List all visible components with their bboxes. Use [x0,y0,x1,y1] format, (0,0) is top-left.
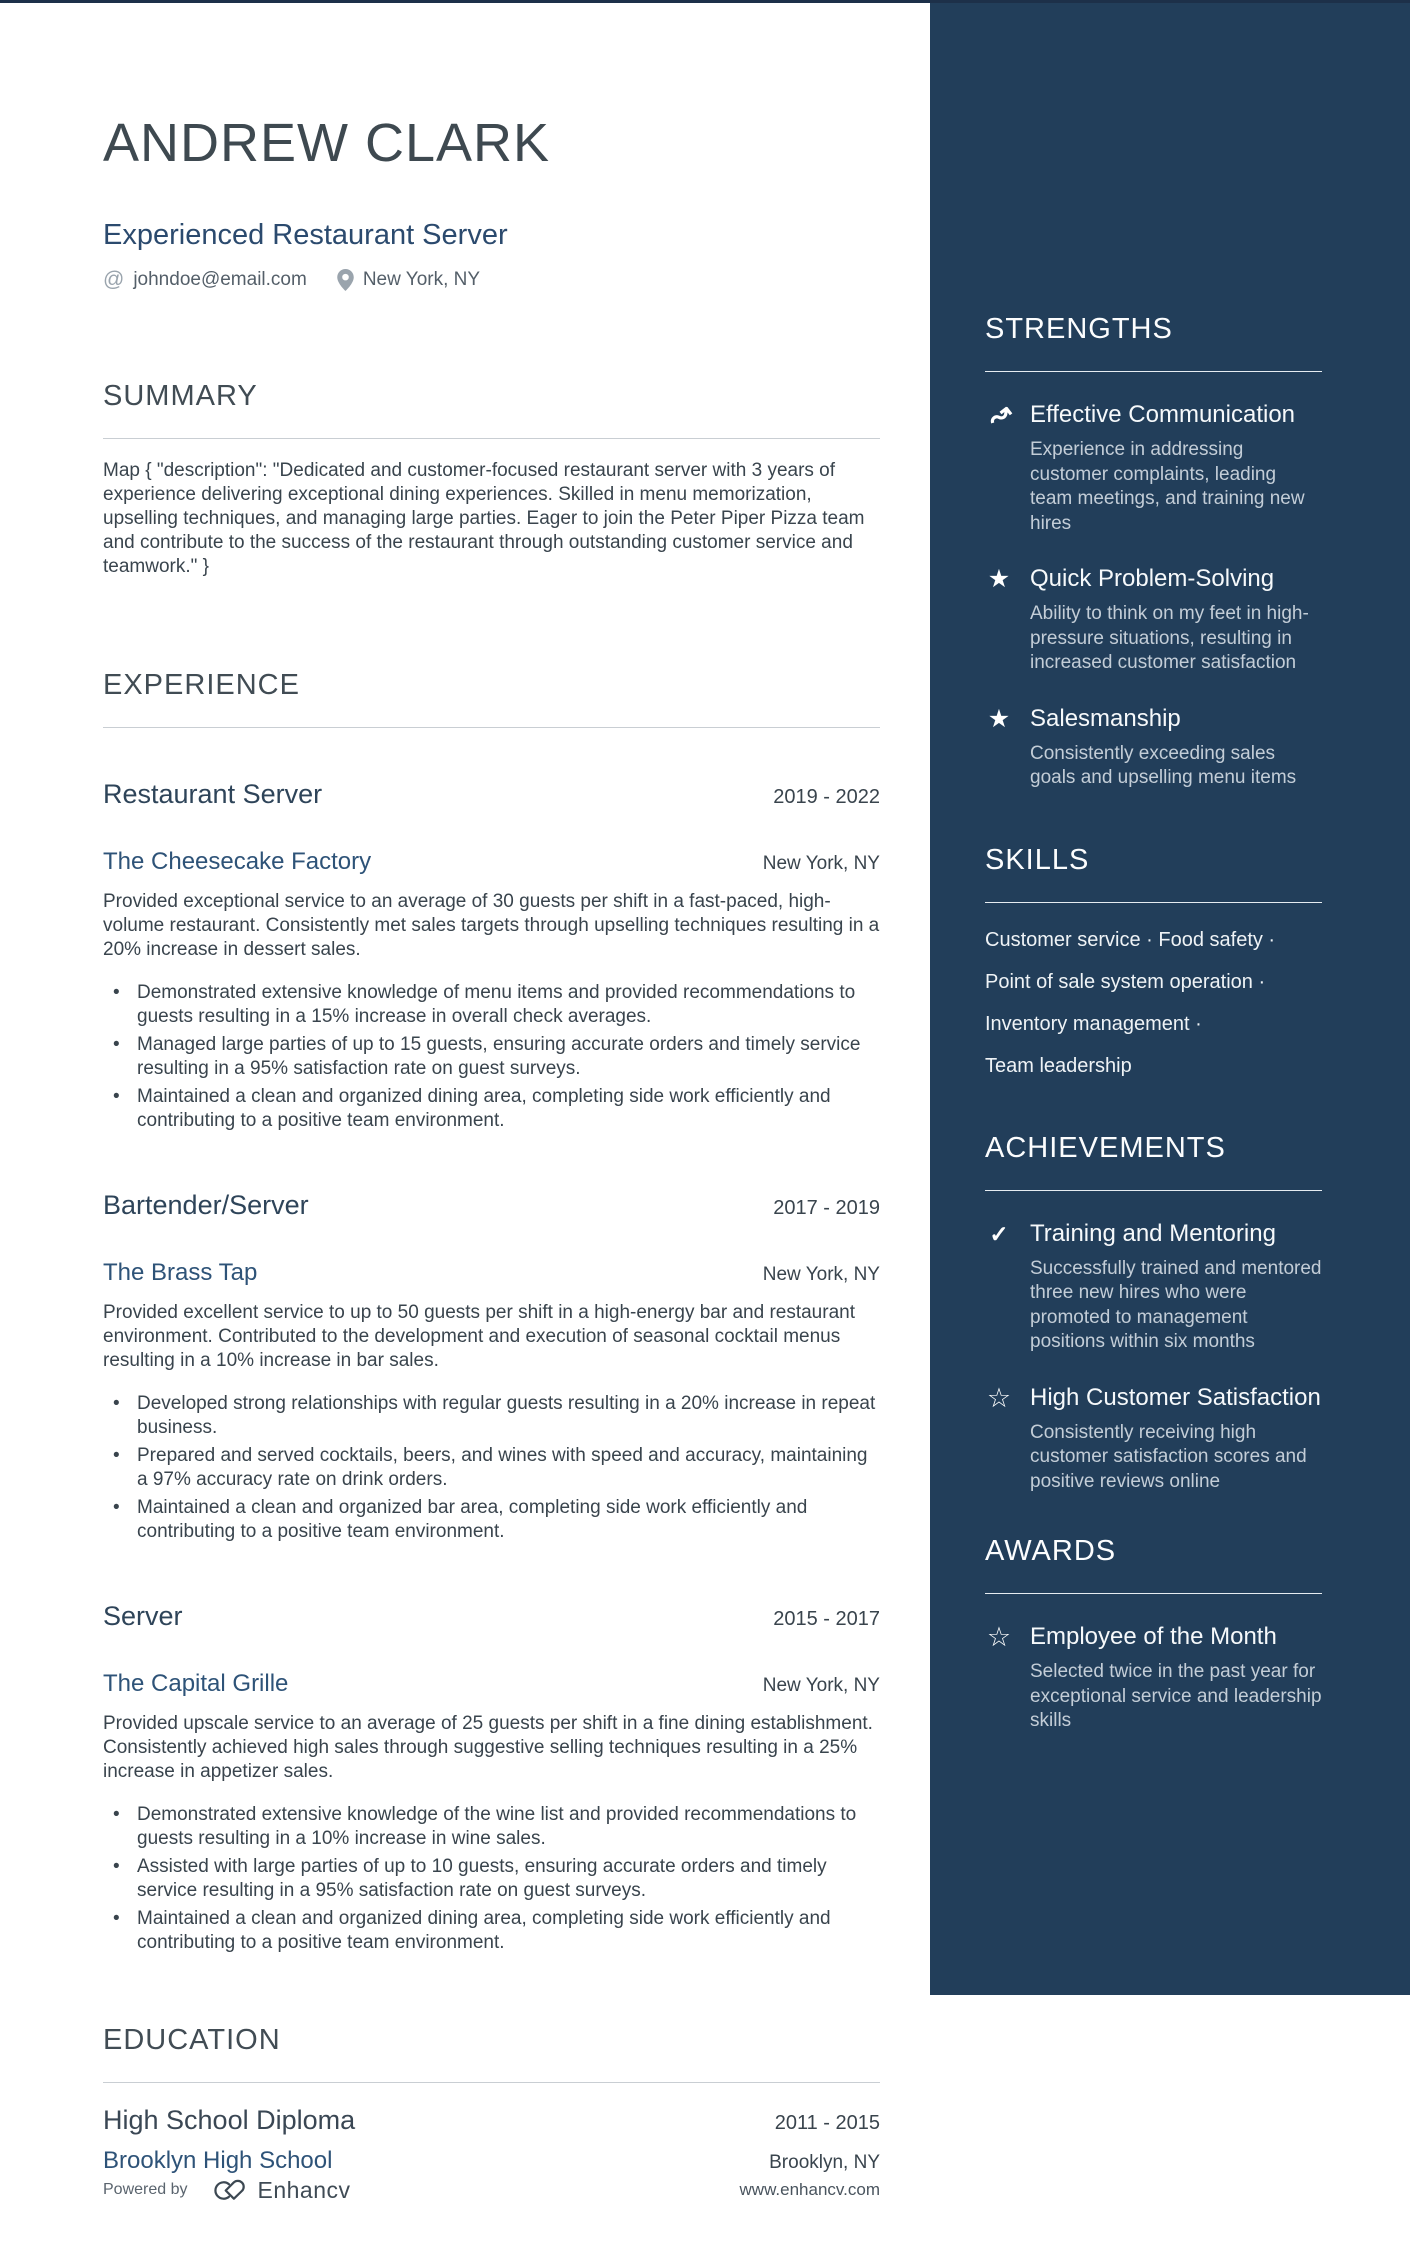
summary-heading: SUMMARY [103,379,258,412]
achievement-title: Training and Mentoring [1030,1219,1276,1247]
email-text[interactable]: johndoe@email.com [133,268,307,290]
skill-line: Team leadership [985,1054,1132,1077]
award-title: Employee of the Month [1030,1623,1277,1651]
achievement-title: High Customer Satisfaction [1030,1383,1321,1411]
job-entry [103,1161,880,1544]
strength-body [1030,400,1322,536]
location-pin-icon [337,269,354,291]
job-dates: 2015 - 2017 [773,1607,880,1630]
enhancv-logo-icon [206,2177,248,2204]
education-heading: EDUCATION [103,2023,281,2056]
education-section [103,1999,880,2177]
experience-heading: EXPERIENCE [103,668,300,701]
job-bullet: • Maintained a clean and organized bar area, completing side work efficiently and contributing to a positive team environment. [103,1496,880,1544]
strengths-section [985,312,1322,791]
job-bullet-list [103,981,880,1133]
job-bullet: • Maintained a clean and organized dining area, completing side work efficiently and contributing to a positive team environment. [103,1085,880,1133]
footer [103,2177,880,2204]
skills-list [985,927,1322,1079]
summary-divider [103,438,880,439]
skill-line: Point of sale system operation · [985,970,1266,993]
job-intro: Provided upscale service to an average of 25 guests per shift in a fine dining establishment. Consistently achieved high sales through suggestive selling techniques resulting in a 25% increase in appetizer sales. [103,1712,873,1782]
star-outline-icon [985,1383,1013,1495]
job-title-row [103,1161,880,1249]
candidate-headline: Experienced Restaurant Server [103,218,508,251]
strengths-list [985,400,1322,791]
strength-item [985,400,1322,536]
achievements-section [985,1131,1322,1495]
enhancv-url-link[interactable]: www.enhancv.com [739,2180,880,2200]
achievements-divider [985,1190,1322,1191]
award-item [985,1622,1322,1734]
summary-section [103,355,880,598]
strengths-divider [985,371,1322,372]
job-intro: Provided exceptional service to an average of 30 guests per shift in a fast-paced, high-volume restaurant. Consistently met sales targets through upselling techniques resulting in a 20% increase in dessert sales. [103,890,880,960]
strength-title: Effective Communication [1030,401,1296,429]
job-bullet: • Maintained a clean and organized dining area, completing side work efficiently and contributing to a positive team environment. [103,1907,880,1955]
job-list [103,750,880,1955]
powered-by-label: Powered by [103,2181,188,2199]
experience-section [103,644,880,1955]
achievement-body [1030,1219,1322,1355]
achievement-item [985,1383,1322,1495]
achievement-description: Consistently receiving high customer satisfaction scores and positive reviews online [1030,1421,1307,1492]
awards-list [985,1622,1322,1734]
page-top-edge [0,0,1410,3]
achievement-description: Successfully trained and mentored three new hires who were promoted to management positions within six months [1030,1257,1322,1353]
strength-description: Consistently exceeding sales goals and upselling menu items [1030,742,1297,789]
job-company-row [103,1668,880,1700]
strength-body [1030,564,1322,676]
summary-text: Map { "description": "Dedicated and customer-focused restaurant server with 3 years of experience delivering exceptional dining experiences. Skilled in menu memorization, upselling techniques, and managing large parties. Eager to join the Peter Piper Pizza team and contribute to the success of the restaurant through outstanding customer service and teamwork." } [103,459,865,577]
strength-item [985,704,1322,791]
achievement-item [985,1219,1322,1355]
education-school-row [103,2145,880,2177]
job-entry [103,750,880,1133]
star-outline-icon [985,1622,1013,1734]
job-company: The Cheesecake Factory [103,847,372,875]
strength-description: Ability to think on my feet in high-pressure situations, resulting in increased customer satisfaction [1030,603,1309,674]
job-bullet: • Managed large parties of up to 15 guests, ensuring accurate orders and timely service resulting in a 95% satisfaction rate on guest surveys. [103,1033,880,1081]
job-title: Bartender/Server [103,1189,309,1220]
strength-title: Salesmanship [1030,704,1181,732]
award-description: Selected twice in the past year for exceptional service and leadership skills [1030,1661,1322,1732]
job-entry [103,1572,880,1955]
email-item [103,269,307,291]
education-dates: 2011 - 2015 [774,2111,880,2134]
education-divider [103,2082,880,2083]
job-location: New York, NY [762,1263,880,1285]
check-icon [985,1219,1013,1355]
achievement-body [1030,1383,1322,1495]
job-location: New York, NY [762,852,880,874]
footer-brand-area [103,2177,351,2204]
awards-heading: AWARDS [985,1535,1117,1568]
education-location: Brooklyn, NY [769,2151,880,2173]
enhancv-wordmark: Enhancv [257,2176,351,2203]
job-company: The Capital Grille [103,1669,289,1697]
job-dates: 2019 - 2022 [773,785,880,808]
job-bullet: • Developed strong relationships with regular guests resulting in a 20% increase in repeat business. [103,1392,880,1440]
sidebar [930,0,1410,1995]
job-title-row [103,750,880,838]
job-bullet: • Demonstrated extensive knowledge of menu items and provided recommendations to guests resulting in a 15% increase in overall check averages. [103,981,880,1029]
experience-divider [103,727,880,728]
star-icon [985,564,1013,676]
enhancv-brand[interactable] [206,2177,351,2204]
job-bullet-list [103,1803,880,1955]
job-title-row [103,1572,880,1660]
strength-description: Experience in addressing customer complaints, leading team meetings, and training new hires [1030,439,1305,534]
education-degree-row [103,2103,880,2137]
at-icon: @ [103,268,125,292]
strength-body [1030,704,1322,791]
awards-section [985,1534,1322,1734]
strength-item [985,564,1322,676]
job-bullet: • Demonstrated extensive knowledge of the wine list and provided recommendations to guests resulting in a 10% increase in wine sales. [103,1803,880,1851]
job-company-row [103,846,880,878]
job-dates: 2017 - 2019 [773,1196,880,1219]
strengths-heading: STRENGTHS [985,313,1173,346]
skill-line: Inventory management · [985,1012,1202,1035]
job-title: Server [103,1600,183,1631]
candidate-name: ANDREW CLARK [103,113,551,174]
job-company: The Brass Tap [103,1258,258,1286]
strength-title: Quick Problem-Solving [1030,565,1275,593]
skills-divider [985,902,1322,903]
job-title: Restaurant Server [103,778,323,809]
job-intro: Provided excellent service to up to 50 guests per shift in a high-energy bar and restaurant environment. Contributed to the development and execution of seasonal cocktail menus resulting in a 10% increase in bar sales. [103,1301,855,1371]
awards-divider [985,1593,1322,1594]
job-bullet: • Prepared and served cocktails, beers, and wines with speed and accuracy, maintaining a 97% accuracy rate on drink orders. [103,1444,880,1492]
achievements-heading: ACHIEVEMENTS [985,1131,1226,1164]
job-bullet: • Assisted with large parties of up to 10 guests, ensuring accurate orders and timely service resulting in a 95% satisfaction rate on guest surveys. [103,1855,880,1903]
tactics-icon [985,400,1013,536]
skills-section [985,843,1322,1079]
job-location: New York, NY [762,1674,880,1696]
achievements-list [985,1219,1322,1495]
skills-heading: SKILLS [985,843,1090,876]
award-body [1030,1622,1322,1734]
contact-row [103,269,880,291]
education-school: Brooklyn High School [103,2146,333,2174]
star-icon [985,704,1013,791]
skill-line: Customer service · Food safety · [985,928,1276,951]
job-bullet-list [103,1392,880,1544]
location-text: New York, NY [362,268,481,290]
education-degree: High School Diploma [103,2104,356,2135]
job-company-row [103,1257,880,1289]
location-item [337,269,480,291]
